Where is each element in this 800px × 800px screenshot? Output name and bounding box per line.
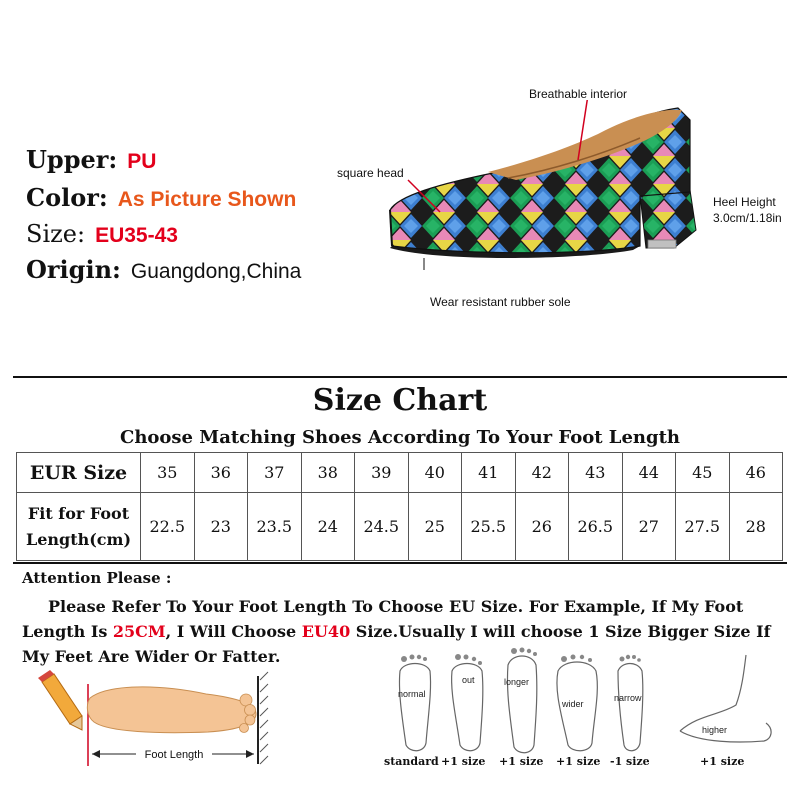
spec-color — [26, 183, 297, 212]
spec-origin-label: Origin: — [26, 255, 121, 284]
foot-length-cell: 27 — [622, 493, 676, 561]
foot-type-narrow: narrow — [614, 693, 642, 703]
eur-size-cell: 35 — [141, 453, 195, 493]
table-row-eur — [17, 453, 783, 493]
foot-size-narrow: -1 size — [610, 755, 650, 768]
eur-size-cell: 37 — [248, 453, 302, 493]
eur-size-header: EUR Size — [17, 453, 141, 493]
foot-length-header-line1: Fit for Foot — [27, 503, 130, 523]
spec-upper — [26, 145, 157, 174]
heel-height-title: Heel Height — [713, 195, 776, 209]
foot-length-cell: 24.5 — [355, 493, 409, 561]
spec-upper-value: PU — [127, 150, 157, 173]
chart-bottom-rule — [13, 562, 787, 564]
callout-square-head: square head — [337, 166, 404, 180]
eur-size-cell: 42 — [515, 453, 569, 493]
foot-types-illustration — [380, 645, 790, 755]
foot-measure-illustration — [38, 670, 274, 770]
attention-line-a: Please Refer To Your Foot Length To Choose EU Size. For Example, If My Foot Length Is — [22, 597, 744, 641]
foot-outline-icon — [399, 664, 430, 751]
foot-length-cell: 25 — [408, 493, 462, 561]
eur-size-cell: 41 — [462, 453, 516, 493]
size-chart-title: Size Chart — [312, 383, 488, 418]
eur-size-cell: 46 — [729, 453, 783, 493]
eur-size-cell: 44 — [622, 453, 676, 493]
spec-size — [26, 222, 178, 246]
spec-origin-value: Guangdong,China — [130, 260, 302, 283]
foot-length-cell: 23.5 — [248, 493, 302, 561]
pencil-icon — [38, 670, 82, 730]
foot-length-cell: 25.5 — [462, 493, 516, 561]
attention-line-b: , I Will Choose — [165, 622, 302, 641]
foot-size-longer: +1 size — [499, 755, 544, 768]
foot-length-cell: 24 — [301, 493, 355, 561]
spec-color-value: As Picture Shown — [117, 188, 297, 211]
eur-size-cell: 43 — [569, 453, 623, 493]
foot-size-standard: standard — [384, 755, 439, 768]
foot-type-higher: higher — [702, 725, 728, 735]
table-row-foot-length — [17, 493, 783, 561]
spec-size-label: Size: — [26, 220, 86, 248]
foot-outline-icon — [618, 664, 643, 751]
foot-length-cell: 28 — [729, 493, 783, 561]
foot-length-cell: 23 — [194, 493, 248, 561]
eur-size-cell: 38 — [301, 453, 355, 493]
shoe-illustration — [378, 100, 700, 270]
foot-type-out: out — [462, 675, 475, 685]
callout-breathable-interior: Breathable interior — [529, 87, 628, 101]
eur-size-cell: 40 — [408, 453, 462, 493]
attention-line-c: Size.Usually I will choose 1 Size Bigger Size If My Feet Are Wider Or Fatter. — [22, 622, 771, 666]
foot-length-header-line2: Length(cm) — [25, 529, 132, 549]
foot-length-cell: 26.5 — [569, 493, 623, 561]
chart-top-rule — [13, 376, 787, 378]
attention-example-size: EU40 — [301, 622, 351, 641]
eur-size-cell: 45 — [676, 453, 730, 493]
foot-size-wider: +1 size — [556, 755, 601, 768]
callout-rubber-sole: Wear resistant rubber sole — [430, 295, 571, 309]
foot-length-cell: 27.5 — [676, 493, 730, 561]
spec-size-value: EU35-43 — [95, 224, 178, 247]
foot-type-wider: wider — [562, 699, 584, 709]
foot-length-cell: 26 — [515, 493, 569, 561]
size-chart-subtitle: Choose Matching Shoes According To Your Foot Length — [120, 427, 680, 448]
spec-upper-label: Upper: — [26, 145, 118, 174]
foot-size-out: +1 size — [441, 755, 486, 768]
foot-type-longer: longer — [504, 677, 530, 687]
foot-size-higher: +1 size — [700, 755, 745, 768]
foot-length-cell: 22.5 — [141, 493, 195, 561]
heel-height-value: 3.0cm/1.18in — [713, 211, 782, 225]
attention-heading: Attention Please : — [22, 569, 172, 587]
eur-size-cell: 39 — [355, 453, 409, 493]
foot-length-header — [17, 493, 141, 561]
size-chart-table — [16, 452, 783, 561]
foot-outline-icon — [507, 656, 536, 753]
foot-type-normal: normal — [398, 689, 426, 699]
spec-color-label: Color: — [26, 183, 108, 212]
eur-size-cell: 36 — [194, 453, 248, 493]
foot-length-label: Foot Length — [144, 749, 204, 761]
spec-origin — [26, 255, 302, 284]
callout-heel-height — [713, 194, 782, 226]
attention-example-length: 25CM — [112, 622, 166, 641]
